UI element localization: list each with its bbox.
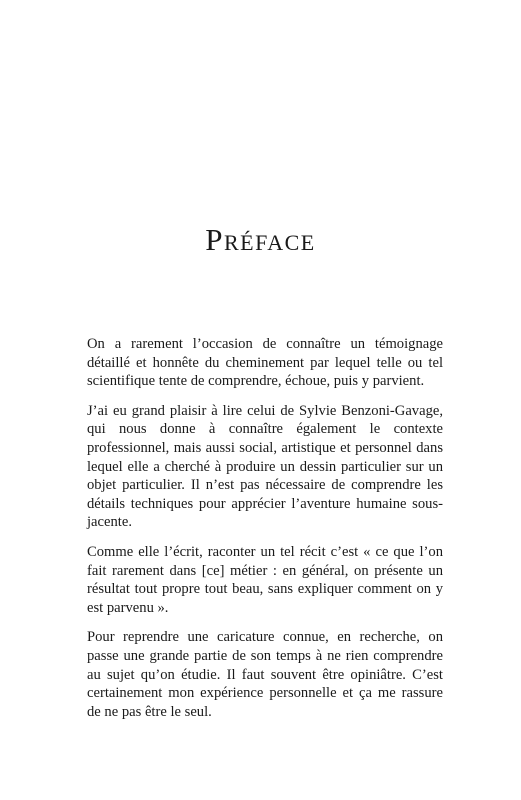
page-title: Préface bbox=[205, 222, 316, 257]
paragraph-2: J’ai eu grand plaisir à lire celui de Sylvie Benzoni-Gavage, qui nous donne à connaître également le contexte professionnel, mais aussi social, artistique et personnel dans lequel elle a cherché à produire un dessin particulier sur un objet particulier. Il n’est pas nécessaire de comprendre les détails techniques pour apprécier l’aventure humaine sous-jacente. bbox=[87, 402, 443, 531]
paragraph-4: Pour reprendre une caricature connue, en recherche, on passe une grande partie de son temps à ne rien comprendre au sujet qu’on étudie. Il faut souvent être opiniâtre. C’est certainement mon expérience personnelle et ça me rassure de ne pas être le seul. bbox=[87, 629, 443, 720]
paragraph-3: Comme elle l’écrit, raconter un tel récit c’est « ce que l’on fait rarement dans [ce] métier : en général, on présente un résultat tout propre tout beau, sans expliquer comment on y est parvenu ». bbox=[87, 543, 443, 616]
paragraph-1: On a rarement l’occasion de connaître un témoignage détaillé et honnête du cheminement par lequel telle ou tel scientifique tente de comprendre, échoue, puis y parvient. bbox=[87, 336, 443, 390]
preface-body bbox=[87, 335, 443, 732]
